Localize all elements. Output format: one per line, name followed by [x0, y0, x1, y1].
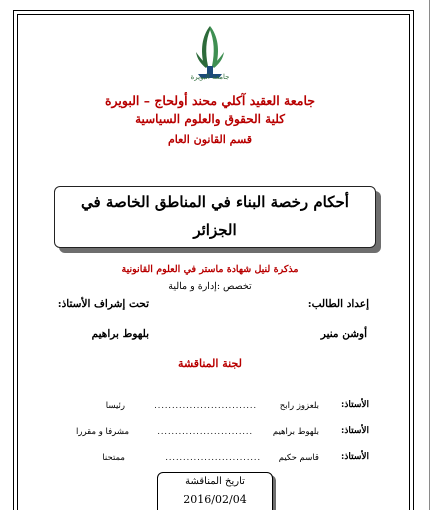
- defense-date-label: تاريخ المناقشة: [185, 476, 245, 487]
- member-role: ممتحنا: [102, 453, 125, 463]
- defense-date-value: 2016/02/04: [183, 493, 247, 506]
- thesis-title-line1: أحكام رخصة البناء في المناطق الخاصة في: [81, 193, 349, 211]
- memo-purpose: مذكرة لنيل شهادة ماستر في العلوم القانونية: [121, 264, 299, 275]
- member-name: بلعزوز رابح: [279, 401, 319, 411]
- student-label: إعداد الطالب:: [307, 298, 369, 310]
- member-dots: ...........................: [157, 427, 253, 436]
- thesis-title-box: [54, 186, 376, 248]
- member-dots: .............................: [154, 401, 257, 410]
- memo-specialty: تخصص :إدارة و مالية: [168, 281, 252, 292]
- faculty-name: كلية الحقوق والعلوم السياسية: [135, 112, 285, 126]
- supervisor-name: بلهوط براهيم: [91, 328, 149, 340]
- defense-date-box: [157, 472, 273, 510]
- logo-caption: جامعة البويرة: [190, 73, 230, 81]
- member-name: قاسم حكيم: [278, 453, 319, 463]
- committee-title: لجنة المناقشة: [178, 357, 242, 370]
- member-label: الأستاذ:: [341, 426, 369, 436]
- department-name: قسم القانون العام: [167, 133, 253, 146]
- member-label: الأستاذ:: [341, 400, 369, 410]
- member-label: الأستاذ:: [341, 452, 369, 462]
- university-name: جامعة العقيد آكلي محند أولحاج – البويرة: [104, 93, 316, 108]
- member-role: رئيسا: [105, 401, 125, 411]
- supervisor-label: تحت إشراف الأستاذ:: [57, 298, 149, 310]
- thesis-title-line2: الجزائر: [193, 221, 237, 239]
- member-dots: ...........................: [165, 453, 261, 462]
- member-role: مشرفا و مقررا: [76, 427, 129, 437]
- student-name: أوشن منير: [320, 328, 367, 340]
- member-name: بلهوط براهيم: [272, 427, 319, 437]
